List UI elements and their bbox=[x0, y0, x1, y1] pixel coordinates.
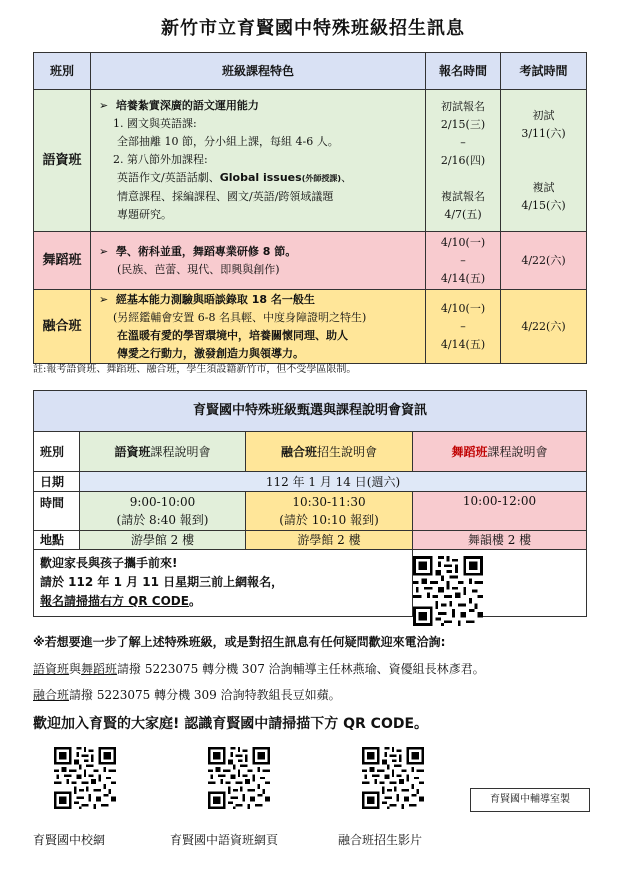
row-dance bbox=[34, 232, 587, 290]
exam-inclusive: 4/22(六) bbox=[501, 290, 587, 364]
session-date-label: 日期 bbox=[34, 472, 80, 492]
language-item2-line3: 專題研究。 bbox=[117, 208, 172, 221]
contact-header: ※若想要進一步了解上述特殊班級，或是對招生訊息有任何疑問歡迎來電洽詢: bbox=[33, 635, 446, 649]
exam-dance: 4/22(六) bbox=[501, 232, 587, 290]
session-time-row bbox=[34, 492, 587, 531]
session-date-row bbox=[34, 472, 587, 492]
session-dance: 舞蹈班課程說明會 bbox=[413, 432, 587, 472]
school-website-qr-code[interactable] bbox=[54, 747, 116, 809]
session-place-label: 地點 bbox=[34, 531, 80, 550]
session-reg-row bbox=[34, 550, 587, 617]
exam-language: 初試 3/11(六) 複試 4/15(六) bbox=[501, 90, 587, 232]
inclusive-highlight: 經基本能力測驗與晤談錄取 18 名一般生 bbox=[115, 292, 315, 306]
class-inclusive: 融合班 bbox=[34, 290, 91, 364]
language-item1-detail: 全部抽離 10 節，分小組上課，每組 4-6 人。 bbox=[117, 135, 339, 148]
inclusive-line4: 傳愛之行動力，激發創造力與領導力。 bbox=[117, 346, 304, 360]
language-item1-title: 1. 國文與英語課: bbox=[113, 117, 197, 130]
header-class: 班別 bbox=[34, 53, 91, 90]
session-time-label: 時間 bbox=[34, 492, 80, 531]
session-language-time: 9:00-10:00 (請於 8:40 報到) bbox=[80, 492, 246, 531]
session-dance-place: 舞韻樓 2 樓 bbox=[413, 531, 587, 550]
row-language bbox=[34, 90, 587, 232]
language-item2-line1: 英語作文/英語話劇、Global issues(外師授課)、 bbox=[117, 171, 352, 184]
features-inclusive: ➢ 經基本能力測驗與晤談錄取 18 名一般生 (另經鑑輔會安置 6-8 名具輕、中度身障證明之特生) 在溫暖有愛的學習環境中，培養關懷同理、助人 傳愛之行動力，激發創造力與領導力。 bbox=[91, 290, 426, 364]
reg-language: 初試報名 2/15(三) – 2/16(四) 複試報名 4/7(五) bbox=[426, 90, 501, 232]
registration-note: 歡迎家長與孩子攜手前來! 請於 112 年 1 月 11 日星期三前上網報名， 報名請掃描右方 QR CODE。 bbox=[34, 550, 413, 617]
class-dance: 舞蹈班 bbox=[34, 232, 91, 290]
inclusive-line3: 在溫暖有愛的學習環境中，培養關懷同理、助人 bbox=[117, 328, 348, 342]
session-title-row bbox=[34, 391, 587, 432]
recruit-header-row bbox=[34, 53, 587, 90]
registration-qr-code[interactable] bbox=[413, 556, 483, 626]
header-exam: 考試時間 bbox=[501, 53, 587, 90]
session-place-row bbox=[34, 531, 587, 550]
inclusive-detail: (另經鑑輔會安置 6-8 名具輕、中度身障證明之特生) bbox=[113, 310, 367, 324]
welcome-line: 歡迎加入育賢的大家庭! 認識育賢國中請掃描下方 QR CODE。 bbox=[33, 716, 429, 732]
session-class-row bbox=[34, 432, 587, 472]
session-date: 112 年 1 月 14 日(週六) bbox=[80, 472, 587, 492]
language-class-qr-code[interactable] bbox=[208, 747, 270, 809]
qr-caption-inclusive-video: 融合班招生影片 bbox=[338, 833, 423, 847]
header-features: 班級課程特色 bbox=[91, 53, 426, 90]
features-dance: ➢ 學、術科並重，舞蹈專業研修 8 節。 (民族、芭蕾、現代、即興與創作) bbox=[91, 232, 426, 290]
language-highlight: 培養紮實深廣的語文運用能力 bbox=[115, 99, 259, 112]
features-language: ➢ 培養紮實深廣的語文運用能力 1. 國文與英語課: 全部抽離 10 節，分小組上課，每組 4-6 人。 2. 第八節外加課程: 英語作文/英語話劇、Global issues(外師授課)、 情意課程、採編課程、國文/英語/跨領域議題 專題研究。 bbox=[91, 90, 426, 232]
session-inclusive-time: 10:30-11:30 (請於 10:10 報到) bbox=[246, 492, 413, 531]
session-dance-time: 10:00-12:00 bbox=[413, 492, 587, 531]
contact-line-language-dance: 語資班與舞蹈班請撥 5223075 轉分機 307 洽詢輔導主任林燕瑜、資優組長林彥君。 bbox=[33, 662, 485, 676]
contact-line-inclusive: 融合班請撥 5223075 轉分機 309 洽詢特教組長豆如蘋。 bbox=[33, 688, 341, 702]
class-language: 語資班 bbox=[34, 90, 91, 232]
language-item2-line2: 情意課程、採編課程、國文/英語/跨領域議題 bbox=[117, 190, 334, 203]
header-registration: 報名時間 bbox=[426, 53, 501, 90]
row-inclusive bbox=[34, 290, 587, 364]
language-item2-title: 2. 第八節外加課程: bbox=[113, 153, 208, 166]
dance-highlight: 學、術科並重，舞蹈專業研修 8 節。 bbox=[115, 244, 297, 258]
session-class-label: 班別 bbox=[34, 432, 80, 472]
session-table bbox=[33, 390, 587, 617]
session-inclusive-place: 游學館 2 樓 bbox=[246, 531, 413, 550]
reg-inclusive: 4/10(一) – 4/14(五) bbox=[426, 290, 501, 364]
session-inclusive: 融合班招生說明會 bbox=[246, 432, 413, 472]
page-title: 新竹市立育賢國中特殊班級招生訊息 bbox=[161, 18, 465, 39]
reg-dance: 4/10(一) – 4/14(五) bbox=[426, 232, 501, 290]
dance-detail: (民族、芭蕾、現代、即興與創作) bbox=[117, 262, 280, 276]
eligibility-note: 註:報考語資班、舞蹈班、融合班，學生須設籍新竹市，但不受學區限制。 bbox=[33, 364, 357, 375]
session-title: 育賢國中特殊班級甄選與課程說明會資訊 bbox=[34, 391, 587, 432]
recruit-table bbox=[33, 52, 587, 364]
credit-box: 育賢國中輔導室製 bbox=[470, 788, 590, 812]
qr-caption-language-class: 育賢國中語資班網頁 bbox=[170, 833, 279, 847]
inclusive-video-qr-code[interactable] bbox=[362, 747, 424, 809]
session-language-place: 游學館 2 樓 bbox=[80, 531, 246, 550]
qr-caption-school-website: 育賢國中校網 bbox=[33, 833, 106, 847]
session-language: 語資班課程說明會 bbox=[80, 432, 246, 472]
